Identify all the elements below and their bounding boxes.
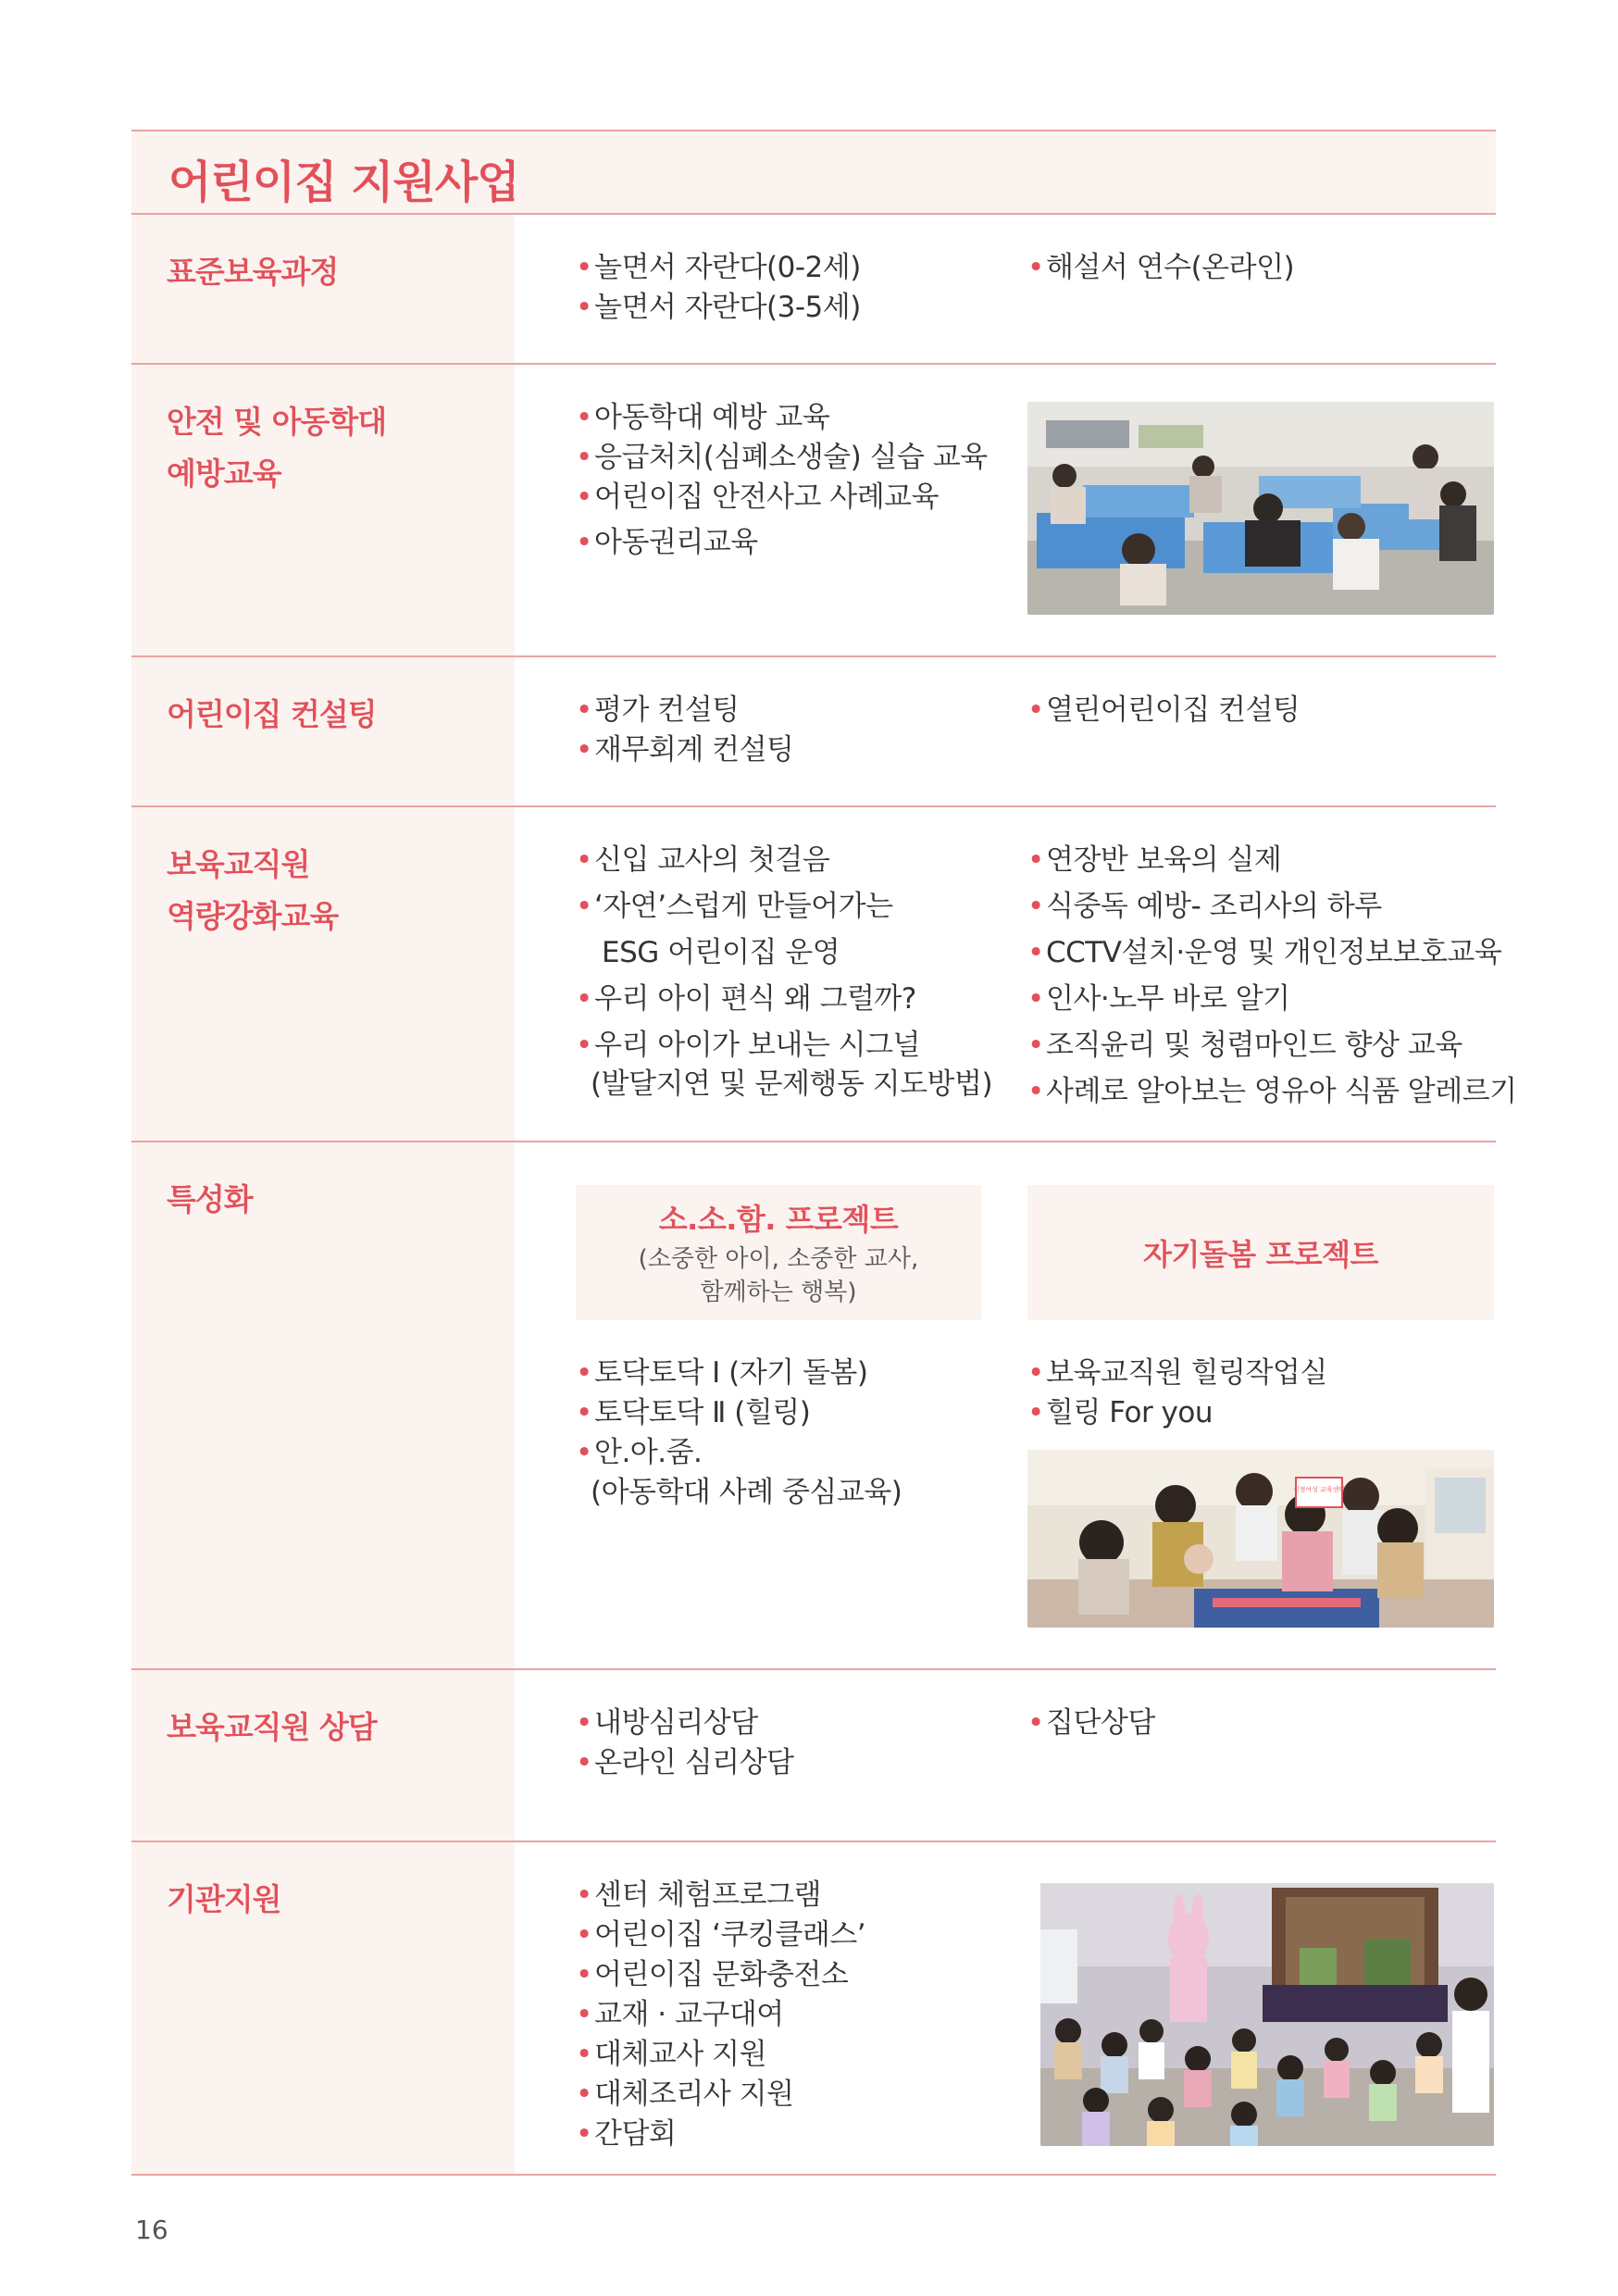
content-cell xyxy=(515,365,1496,655)
bullet-list-left xyxy=(576,248,861,328)
sign-text: 신정여성 교육센터 xyxy=(1292,1486,1346,1493)
list-item: • 신입 교사의 첫걸음 xyxy=(576,843,830,877)
content-cell xyxy=(515,1142,1496,1668)
label-cell xyxy=(131,1842,515,2174)
list-item: • 열린어린이집 컨설팅 xyxy=(1027,693,1301,727)
list-item: • 우리 아이가 보내는 시그널 xyxy=(576,1029,920,1062)
list-item: • 어린이집 ‘쿠킹클래스’ xyxy=(576,1918,866,1952)
content-cell xyxy=(515,215,1496,363)
list-item: • 대체조리사 지원 xyxy=(576,2078,794,2111)
list-item: • 어린이집 안전사고 사례교육 xyxy=(576,480,940,514)
list-item: • 어린이집 문화충전소 xyxy=(576,1958,849,1991)
list-item: • 평가 컨설팅 xyxy=(576,693,740,727)
section-label: 어린이집 컨설팅 xyxy=(167,696,377,732)
bullet-list-left xyxy=(576,398,988,563)
teachers-healing-photo xyxy=(1027,1450,1494,1628)
section-institution-support xyxy=(131,1842,1496,2176)
section-specialization xyxy=(131,1142,1496,1670)
list-item: ESG 어린이집 운영 xyxy=(602,936,840,969)
children-puppet-show-photo xyxy=(1040,1883,1494,2146)
bullet-list-left xyxy=(576,691,793,770)
list-item: • 토닥토닥 Ⅱ (힐링) xyxy=(576,1396,811,1429)
list-item: • 아동권리교육 xyxy=(576,526,758,559)
bullet-list-left xyxy=(576,1876,865,2154)
content-cell xyxy=(515,1670,1496,1841)
list-item: • 안.아.줌. xyxy=(576,1436,703,1469)
section-label: 특성화 xyxy=(167,1181,253,1217)
list-item: • 응급처치(심폐소생술) 실습 교육 xyxy=(576,441,988,474)
label-cell xyxy=(131,1142,515,1668)
section-label: 보육교직원 상담 xyxy=(167,1709,377,1745)
list-item: • 해설서 연수(온라인) xyxy=(1027,251,1295,284)
list-item: • 교재 · 교구대여 xyxy=(576,1998,784,2031)
list-item: • 연장반 보육의 실제 xyxy=(1027,843,1282,877)
list-item: • 집단상담 xyxy=(1027,1706,1155,1740)
bullet-list-right xyxy=(1027,691,1300,730)
list-item: • ‘자연’스럽게 만들어가는 xyxy=(576,890,893,923)
section-consulting xyxy=(131,657,1496,807)
section-standard-curriculum xyxy=(131,215,1496,365)
section-staff-training xyxy=(131,807,1517,1142)
label-cell xyxy=(131,807,515,1141)
section-label: 안전 및 아동학대 예방교육 xyxy=(167,404,387,492)
bullet-list-left xyxy=(576,1354,902,1513)
bullet-list-right xyxy=(1027,248,1294,288)
section-safety-education xyxy=(131,365,1496,657)
title-bar xyxy=(131,130,1496,215)
list-item: • 내방심리상담 xyxy=(576,1706,758,1740)
list-item: • 간담회 xyxy=(576,2117,677,2151)
list-item: • CCTV설치·운영 및 개인정보보호교육 xyxy=(1027,936,1502,969)
content-cell xyxy=(515,807,1517,1141)
label-cell xyxy=(131,215,515,363)
list-item: • 센터 체험프로그램 xyxy=(576,1878,821,1912)
section-label: 기관지원 xyxy=(167,1881,281,1917)
bullet-list-right xyxy=(1027,1703,1155,1743)
section-counseling xyxy=(131,1670,1496,1842)
list-item: • 힐링 For you xyxy=(1027,1396,1213,1429)
list-item: • 토닥토닥 Ⅰ (자기 돌봄) xyxy=(576,1356,868,1390)
label-cell xyxy=(131,365,515,655)
bullet-list-left xyxy=(576,837,992,1100)
project-title: 소.소.함. 프로젝트 xyxy=(658,1202,899,1237)
project-title: 자기돌봄 프로젝트 xyxy=(1143,1237,1378,1272)
list-item: • 놀면서 자란다(3-5세) xyxy=(576,291,861,324)
list-item: • 식중독 예방- 조리사의 하루 xyxy=(1027,890,1382,923)
page-number: 16 xyxy=(135,2215,168,2245)
label-cell xyxy=(131,657,515,805)
section-label: 표준보육과정 xyxy=(167,254,339,290)
list-item: • 대체교사 지원 xyxy=(576,2038,767,2071)
section-label: 보육교직원 역량강화교육 xyxy=(167,846,339,934)
project-subtitle: (소중한 아이, 소중한 교사, xyxy=(638,1245,919,1273)
list-item: • 아동학대 예방 교육 xyxy=(576,401,830,434)
project-box-selfcare xyxy=(1027,1185,1494,1320)
list-item: • 조직윤리 및 청렴마인드 향상 교육 xyxy=(1027,1029,1462,1062)
bullet-list-right xyxy=(1027,1354,1327,1433)
bullet-list-right xyxy=(1027,837,1517,1115)
list-item: (아동학대 사례 중심교육) xyxy=(591,1476,902,1509)
project-subtitle: 함께하는 행복) xyxy=(700,1279,857,1306)
bullet-list-left xyxy=(576,1703,793,1783)
list-item: • 보육교직원 힐링작업실 xyxy=(1027,1356,1327,1390)
list-item: (발달지연 및 문제행동 지도방법) xyxy=(591,1067,993,1101)
list-item: • 사례로 알아보는 영유아 식품 알레르기 xyxy=(1027,1075,1517,1108)
list-item: • 온라인 심리상담 xyxy=(576,1746,794,1779)
list-item: • 재무회계 컨설팅 xyxy=(576,733,794,767)
list-item: • 인사·노무 바로 알기 xyxy=(1027,982,1290,1016)
label-cell xyxy=(131,1670,515,1841)
content-cell xyxy=(515,657,1496,805)
list-item: • 우리 아이 편식 왜 그럴까? xyxy=(576,982,916,1016)
content-cell xyxy=(515,1842,1496,2174)
list-item: • 놀면서 자란다(0-2세) xyxy=(576,251,861,284)
cpr-training-photo xyxy=(1027,402,1494,615)
page-title: 어린이집 지원사업 xyxy=(168,156,519,208)
project-box-sosoham xyxy=(576,1185,981,1320)
